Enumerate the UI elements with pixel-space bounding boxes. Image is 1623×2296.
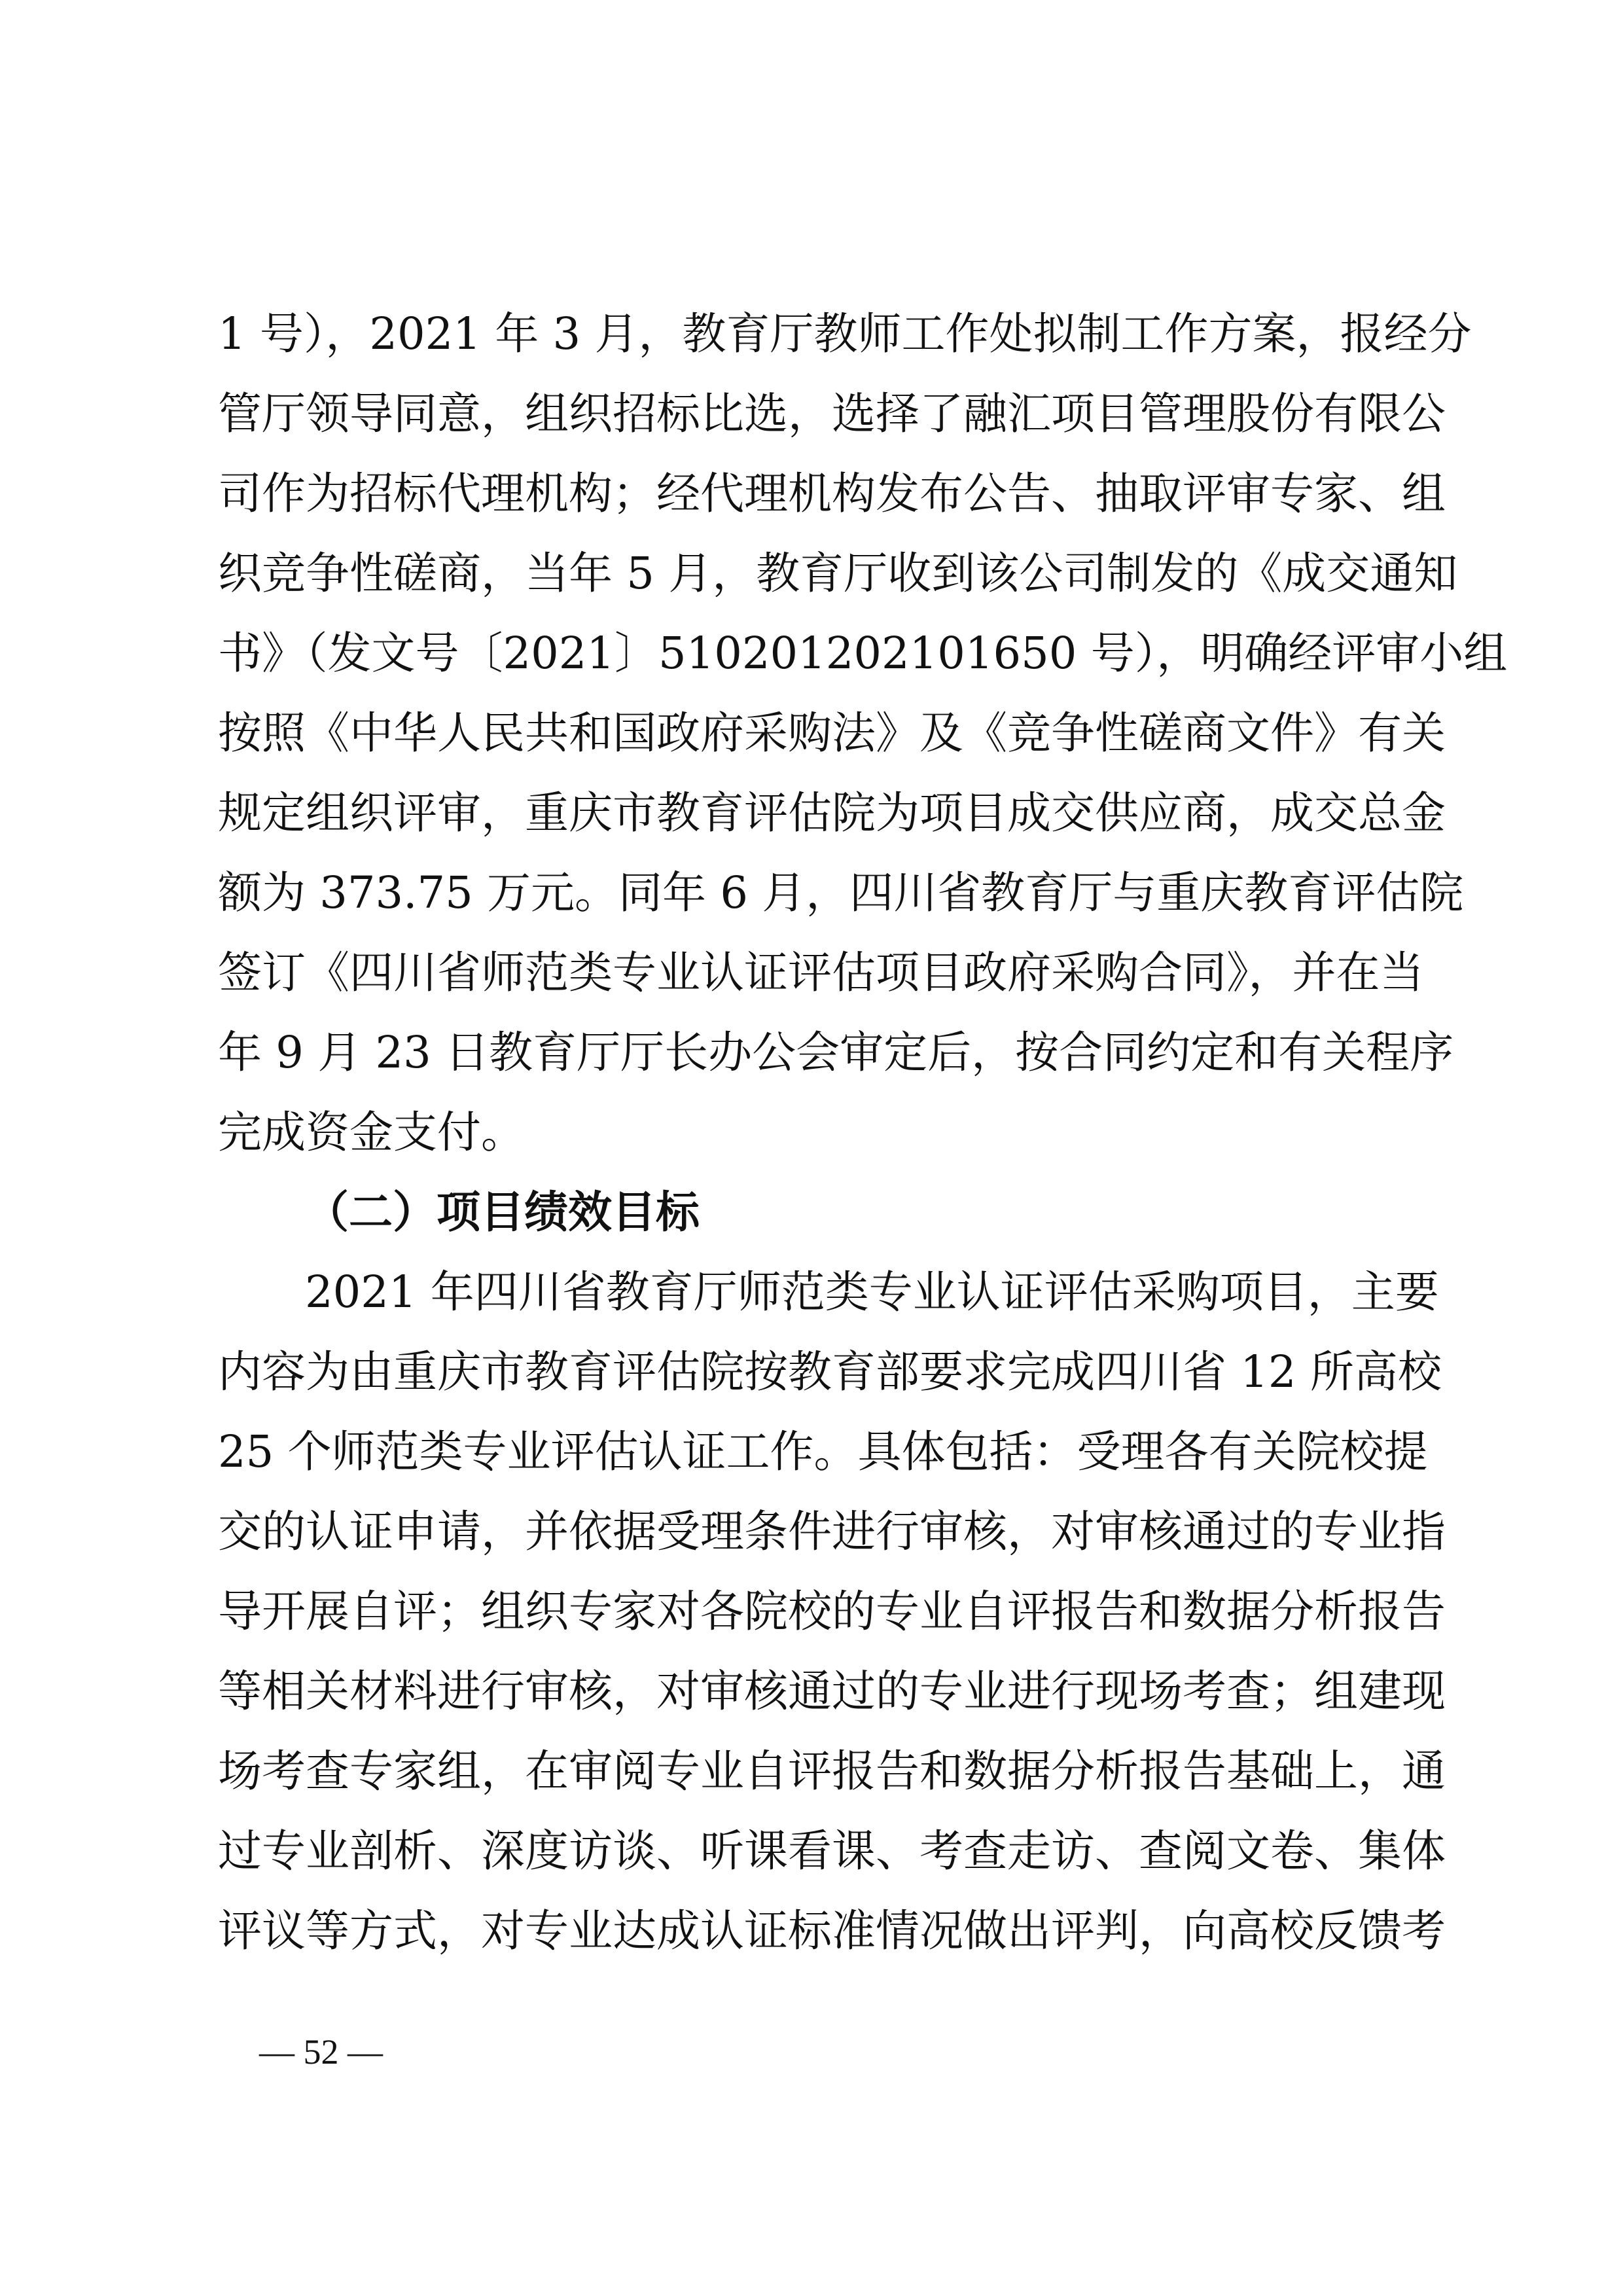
body-text-line: 交的认证申请，并依据受理条件进行审核，对审核通过的专业指 <box>218 1506 1446 1557</box>
body-text-line: 等相关材料进行审核，对审核通过的专业进行现场考查；组建现 <box>218 1666 1446 1717</box>
body-text-line: 按照《中华人民共和国政府采购法》及《竞争性磋商文件》有关 <box>218 708 1446 759</box>
body-text-line: 年 9 月 23 日教育厅厅长办公会审定后，按合同约定和有关程序 <box>218 1027 1454 1078</box>
body-text-line: 评议等方式，对专业达成认证标准情况做出评判，向高校反馈考 <box>218 1905 1446 1956</box>
body-text-line: 书》（发文号〔2021〕510201202101650 号），明确经评审小组 <box>218 628 1508 679</box>
body-text-line: 场考查专家组，在审阅专业自评报告和数据分析报告基础上，通 <box>218 1746 1446 1797</box>
body-text-line: 额为 373.75 万元。同年 6 月，四川省教育厅与重庆教育评估院 <box>218 867 1464 918</box>
body-text-line: 过专业剖析、深度访谈、听课看课、考查走访、查阅文卷、集体 <box>218 1825 1446 1876</box>
body-text-line: 签订《四川省师范类专业认证评估项目政府采购合同》，并在当 <box>218 947 1424 998</box>
body-text-line: 完成资金支付。 <box>218 1107 525 1158</box>
body-text-line: 1 号），2021 年 3 月，教育厅教师工作处拟制工作方案，报经分 <box>218 308 1472 359</box>
body-text-line: 司作为招标代理机构；经代理机构发布公告、抽取评审专家、组 <box>218 468 1446 519</box>
body-text-line: 内容为由重庆市教育评估院按教育部要求完成四川省 12 所高校 <box>218 1346 1442 1397</box>
body-text-line: 管厅领导同意，组织招标比选，选择了融汇项目管理股份有限公 <box>218 388 1446 439</box>
section-heading: （二）项目绩效目标 <box>305 1187 700 1238</box>
body-text-line: 织竞争性磋商，当年 5 月，教育厅收到该公司制发的《成交通知 <box>218 548 1458 599</box>
body-text-line: 导开展自评；组织专家对各院校的专业自评报告和数据分析报告 <box>218 1586 1446 1637</box>
body-text-line: 规定组织评审，重庆市教育评估院为项目成交供应商，成交总金 <box>218 787 1446 838</box>
body-text-line: 2021 年四川省教育厅师范类专业认证评估采购项目，主要 <box>305 1266 1439 1318</box>
page-number: — 52 — <box>259 2032 383 2072</box>
body-text-line: 25 个师范类专业评估认证工作。具体包括：受理各有关院校提 <box>218 1426 1428 1477</box>
